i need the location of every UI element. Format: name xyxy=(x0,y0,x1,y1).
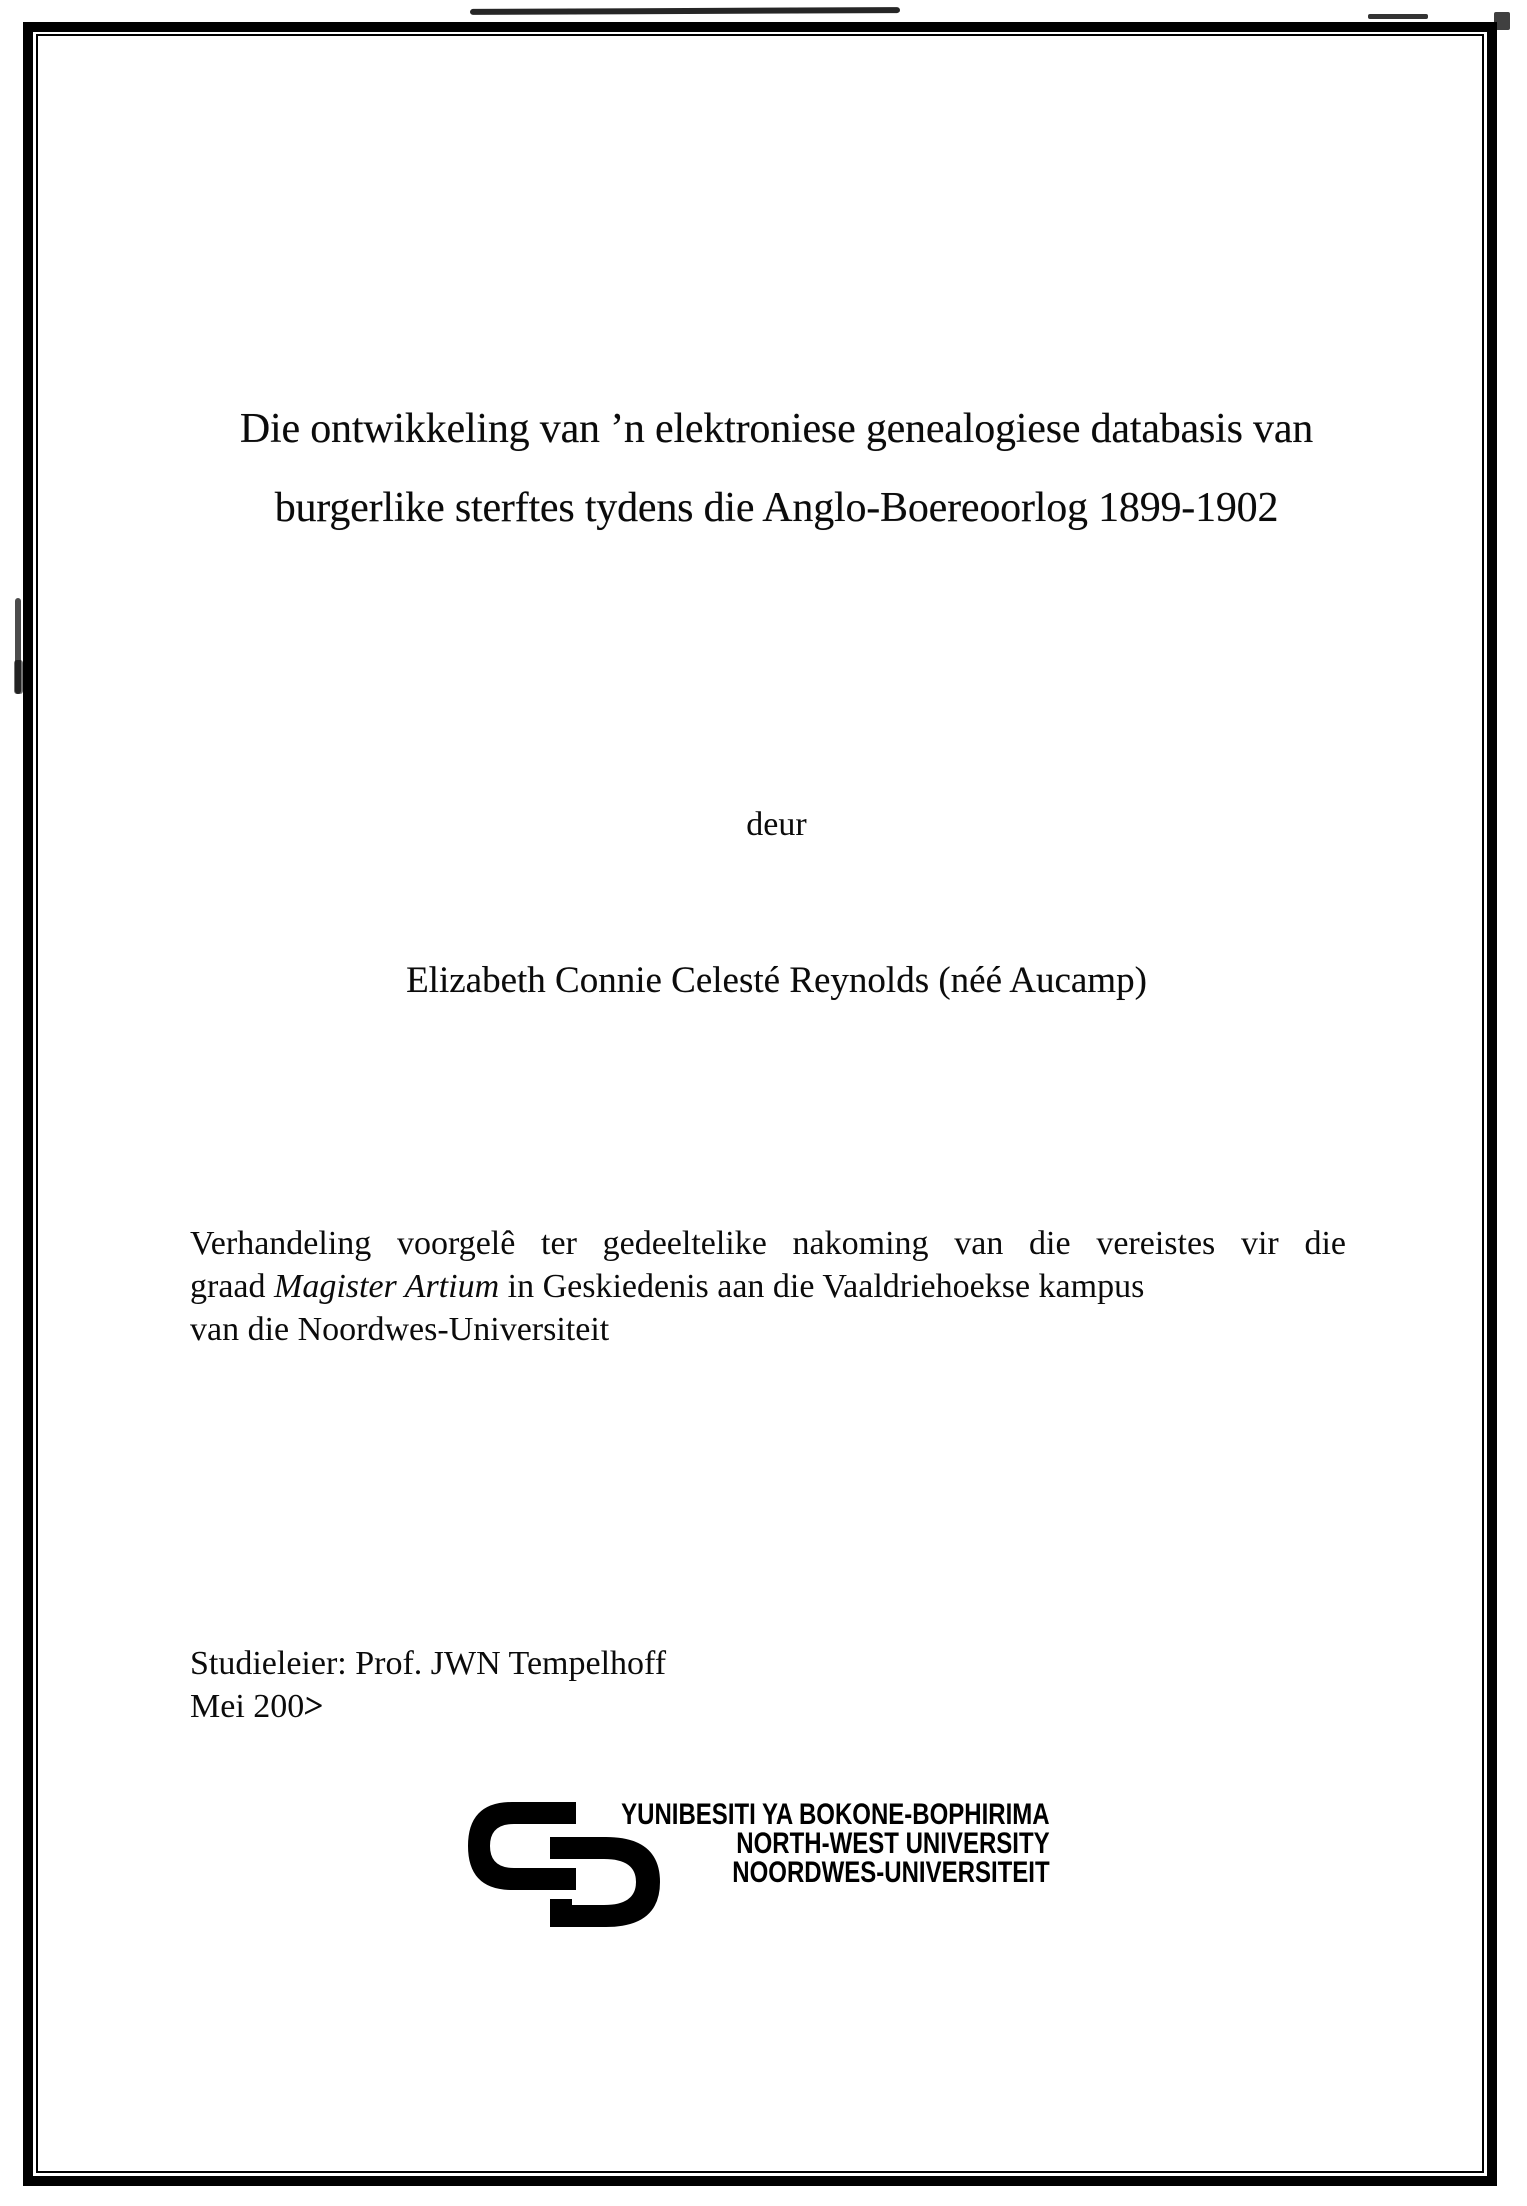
logo-text-afrikaans: NOORDWES-UNIVERSITEIT xyxy=(732,1856,1050,1889)
statement-line-2 xyxy=(190,1265,1346,1308)
statement-line-1: Verhandeling voorgelê ter gedeeltelike nakoming van die vereistes vir die xyxy=(190,1225,1346,1262)
scan-artifact xyxy=(215,25,335,29)
logo-text-setswana: YUNIBESITI YA BOKONE-BOPHIRIMA xyxy=(621,1798,1050,1831)
scan-artifact xyxy=(470,7,900,15)
degree-name: Magister Artium xyxy=(274,1268,500,1305)
scan-artifact xyxy=(1368,14,1428,19)
author-name: Elizabeth Connie Celesté Reynolds (néé Aucamp) xyxy=(406,960,1147,1001)
scan-artifact xyxy=(1494,12,1510,30)
thesis-title-line-1: Die ontwikkeling van ’n elektroniese genealogiese databasis van xyxy=(239,406,1314,452)
statement-line-3: van die Noordwes-Universiteit xyxy=(190,1311,610,1348)
supervisor-and-date xyxy=(190,1642,666,1728)
date-last-digit: > xyxy=(302,1687,326,1726)
thesis-title xyxy=(140,390,1413,548)
supervisor-line: Studieleier: Prof. JWN Tempelhoff xyxy=(190,1645,667,1682)
statement-line-2-pre: graad xyxy=(190,1268,275,1305)
thesis-title-line-2: burgerlike sterftes tydens die Anglo-Boereoorlog 1899-1902 xyxy=(274,485,1279,531)
date-line xyxy=(190,1685,666,1728)
statement-line-2-post: in Geskiedenis aan die Vaaldriehoekse kampus xyxy=(499,1268,1145,1305)
thesis-statement xyxy=(190,1222,1346,1351)
university-logo-text xyxy=(622,1800,1051,1887)
logo-text-english: NORTH-WEST UNIVERSITY xyxy=(736,1827,1050,1860)
scan-artifact xyxy=(14,660,23,694)
byline: deur xyxy=(746,806,807,843)
date-text: Mei 200 xyxy=(190,1688,305,1725)
